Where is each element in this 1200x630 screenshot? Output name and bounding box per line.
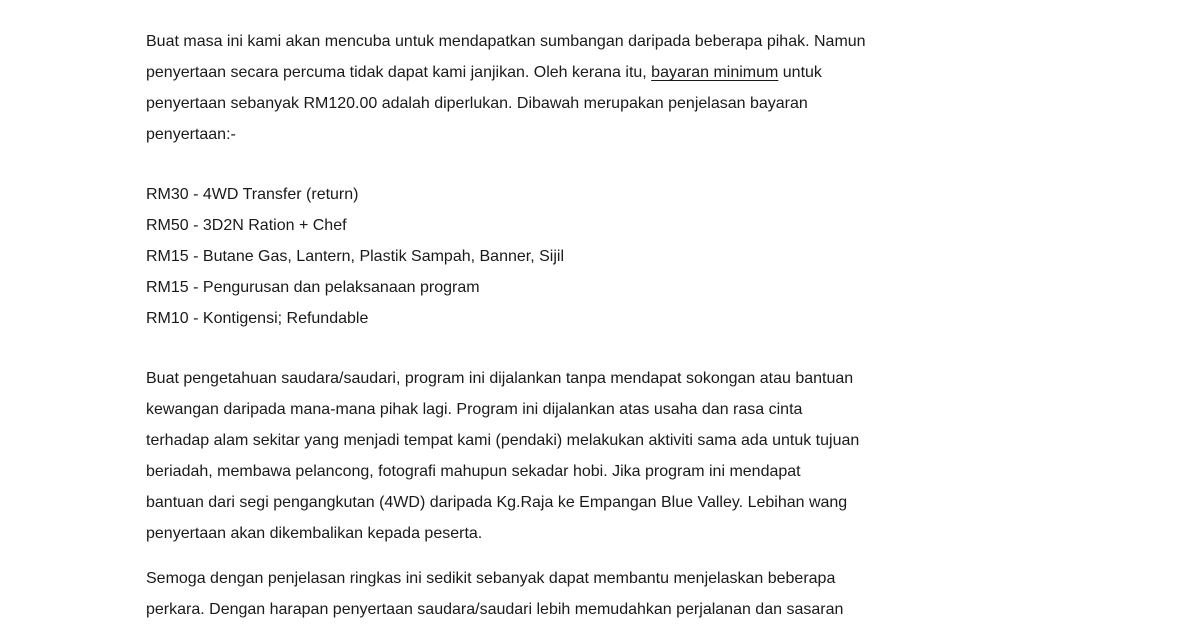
intro-line-2-end: untuk [778,64,822,81]
notice-paragraph [146,363,1046,549]
closing-paragraph [146,563,1046,625]
spacer [146,334,1046,363]
closing-line: perkara. Dengan harapan penyertaan saudara/saudari lebih memudahkan perjalanan dan sasaran [146,601,844,618]
intro-line-4: penyertaan:- [146,126,236,143]
notice-line: penyertaan akan dikembalikan kepada peserta. [146,525,483,542]
spacer [146,549,1046,563]
intro-line-3: penyertaan sebanyak RM120.00 adalah diperlukan. Dibawah merupakan penjelasan bayaran [146,95,808,112]
spacer [146,150,1046,179]
notice-line: bantuan dari segi pengangkutan (4WD) daripada Kg.Raja ke Empangan Blue Valley. Lebihan wang [146,494,848,511]
fee-item: RM50 - 3D2N Ration + Chef [146,217,347,234]
notice-line: terhadap alam sekitar yang menjadi tempat kami (pendaki) melakukan aktiviti sama ada untuk tujuan [146,432,860,449]
fee-item: RM15 - Pengurusan dan pelaksanaan program [146,279,480,296]
fee-item: RM30 - 4WD Transfer (return) [146,186,359,203]
minimum-payment-underline: bayaran minimum [651,64,779,81]
closing-line: Semoga dengan penjelasan ringkas ini sedikit sebanyak dapat membantu menjelaskan beberapa [146,570,836,587]
intro-paragraph [146,26,1046,150]
notice-line: kewangan daripada mana-mana pihak lagi. Program ini dijalankan atas usaha dan rasa cinta [146,401,803,418]
fee-item: RM10 - Kontigensi; Refundable [146,310,369,327]
fee-item: RM15 - Butane Gas, Lantern, Plastik Sampah, Banner, Sijil [146,248,564,265]
intro-line-2-start: penyertaan secara percuma tidak dapat kami janjikan. Oleh kerana itu, [146,64,652,81]
document-page [146,26,1046,625]
fee-list [146,179,1046,334]
intro-line-1: Buat masa ini kami akan mencuba untuk mendapatkan sumbangan daripada beberapa pihak. Namun [146,33,866,50]
notice-line: Buat pengetahuan saudara/saudari, program ini dijalankan tanpa mendapat sokongan atau bantuan [146,370,854,387]
intro-line-2 [146,57,1046,88]
notice-line: beriadah, membawa pelancong, fotografi mahupun sekadar hobi. Jika program ini mendapat [146,463,801,480]
